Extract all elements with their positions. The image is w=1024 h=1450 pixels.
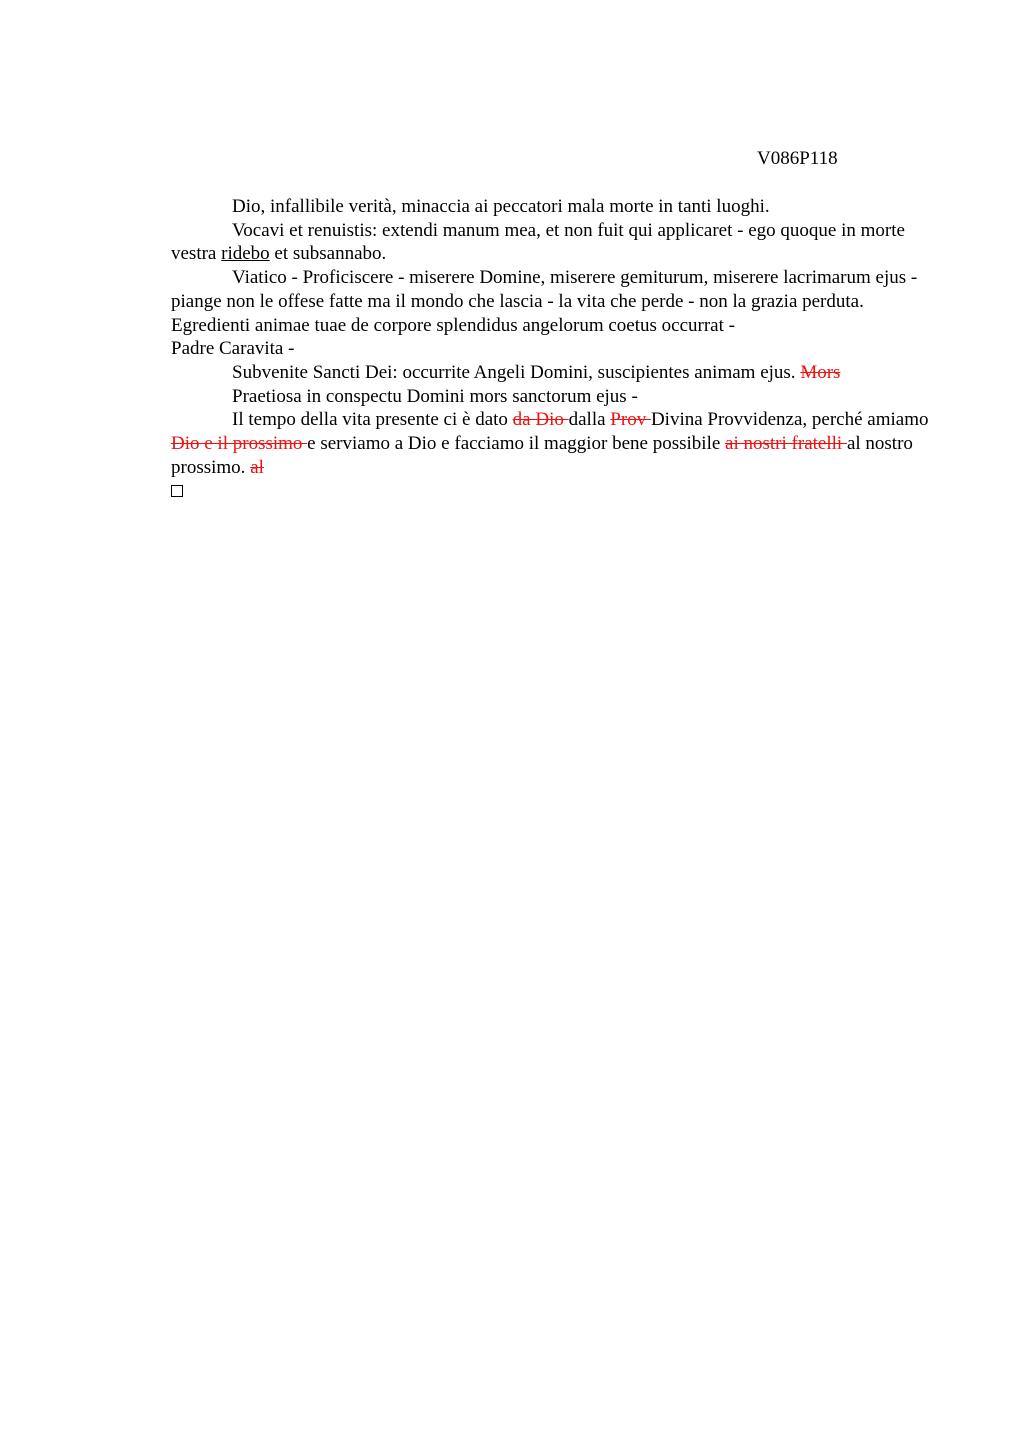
line-text: Vocavi et renuistis: extendi manum mea, et non fuit qui applicaret - ego quoque in morte vestra	[171, 219, 905, 265]
deleted-text: al	[250, 456, 264, 478]
paragraph-2	[171, 219, 931, 266]
line-text: piange non le offese fatte ma il mondo che lascia - la vita che perde - non la grazia perduta.	[171, 290, 864, 312]
line-text: dalla	[568, 409, 611, 431]
line-text: Egredienti animae tuae de corpore splendidus angelorum coetus occurrat -	[171, 314, 735, 336]
line-text: Dio, infallibile verità, minaccia ai peccatori mala morte in tanti luoghi.	[232, 196, 770, 217]
deleted-text: Mors	[800, 361, 841, 383]
line-text: et subsannabo.	[269, 243, 387, 265]
paragraph-4	[171, 290, 931, 314]
paragraph-9	[171, 408, 931, 479]
paragraph-1	[171, 195, 931, 219]
empty-checkbox-icon	[171, 479, 931, 504]
line-text: Il tempo della vita presente ci è dato	[232, 409, 513, 431]
line-text: al nostro prossimo.	[171, 433, 913, 478]
line-text: Padre Caravita -	[171, 338, 295, 360]
line-text: Divina Provvidenza, perché amiamo	[650, 409, 929, 431]
document-body	[171, 195, 931, 504]
deleted-text: Prov	[610, 409, 651, 431]
paragraph-7	[171, 361, 931, 385]
deleted-text: ai nostri fratelli	[725, 433, 847, 455]
deleted-text: da Dio	[512, 409, 569, 431]
line-text: Viatico - Proficiscere - miserere Domine, miserere gemiturum, miserere lacrimarum ejus -	[232, 267, 918, 289]
paragraph-6	[171, 337, 931, 361]
paragraph-8	[171, 385, 931, 409]
line-text: e serviamo a Dio e facciamo il maggior bene possibile	[307, 433, 726, 455]
line-text: Subvenite Sancti Dei: occurrite Angeli Domini, suscipientes animam ejus.	[232, 361, 801, 383]
paragraph-5	[171, 314, 931, 338]
square-icon	[171, 485, 183, 497]
deleted-text: Dio e il prossimo	[171, 433, 308, 455]
line-text: Praetiosa in conspectu Domini mors sanctorum ejus -	[232, 385, 638, 407]
underlined-word: ridebo	[221, 243, 270, 265]
page-id: V086P118	[757, 148, 838, 169]
paragraph-3	[171, 266, 931, 290]
